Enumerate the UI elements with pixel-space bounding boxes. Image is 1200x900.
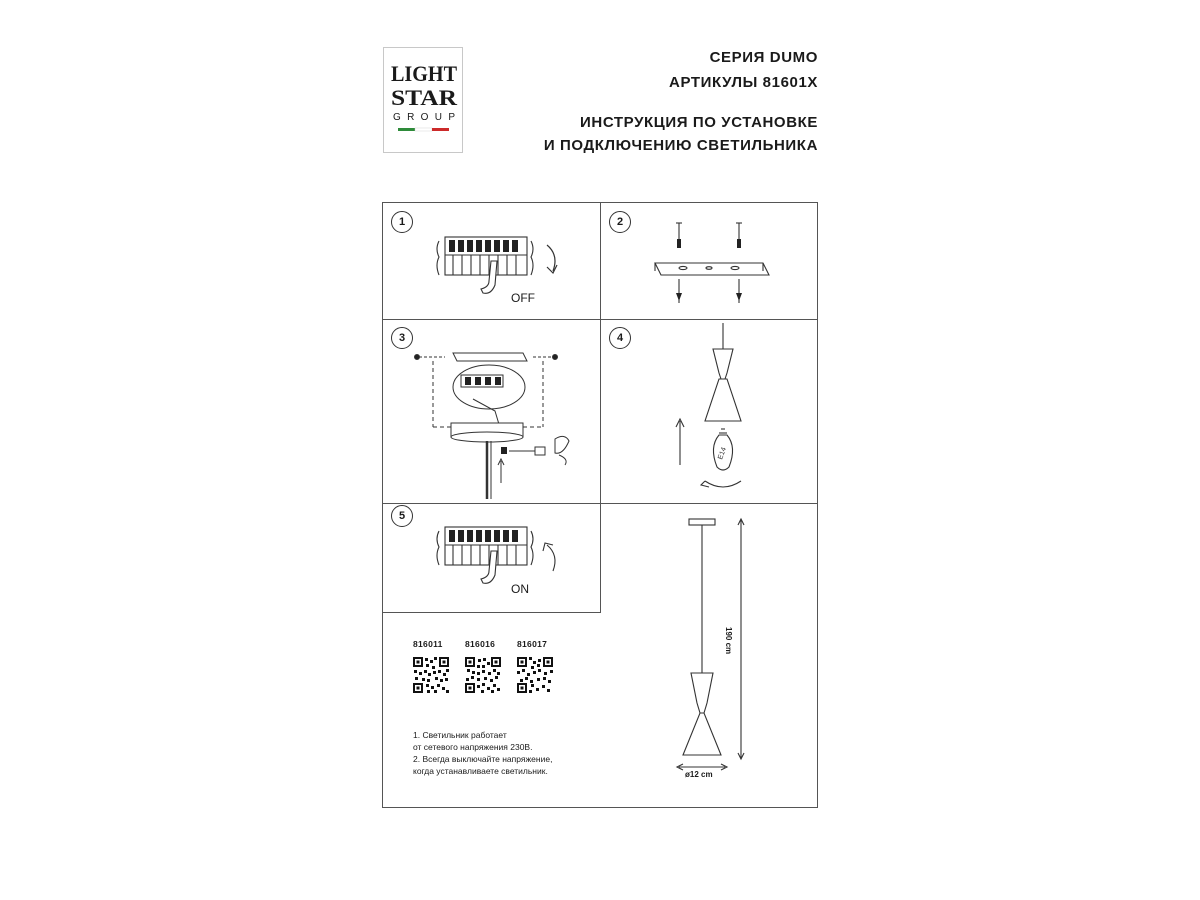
instruction-title-line-2: И ПОДКЛЮЧЕНИЮ СВЕТИЛЬНИКА — [543, 137, 818, 154]
articles-title: АРТИКУЛЫ 81601X — [669, 74, 818, 91]
qr-code-816016[interactable] — [465, 657, 501, 693]
step-5-on-label: ON — [511, 582, 529, 596]
qr-code-816011[interactable] — [413, 657, 449, 693]
flag-white — [415, 128, 432, 131]
instruction-sheet — [382, 202, 818, 808]
article-2: 816016 — [465, 639, 496, 649]
logo-line-1: LIGHT — [391, 61, 458, 86]
lightstar-logo — [383, 47, 463, 153]
note-line-3: 2. Всегда выключайте напряжение, — [413, 754, 553, 764]
instruction-title-line-1: ИНСТРУКЦИЯ ПО УСТАНОВКЕ — [580, 114, 818, 131]
diameter-dimension: ø12 cm — [685, 770, 713, 779]
svg-text:E14: E14 — [717, 446, 729, 461]
article-3: 816017 — [517, 639, 548, 649]
note-line-2: от сетевого напряжения 230В. — [413, 742, 533, 752]
height-dimension: 190 cm — [724, 627, 733, 655]
flag-green — [398, 128, 415, 131]
note-line-1: 1. Светильник работает — [413, 730, 507, 740]
flag-red — [432, 128, 449, 131]
qr-code-816017[interactable] — [517, 657, 553, 693]
step-3-number: 3 — [391, 327, 413, 349]
step-1-off-label: OFF — [511, 291, 535, 305]
series-title: СЕРИЯ DUMO — [709, 49, 818, 66]
logo-line-2: STAR — [391, 85, 459, 110]
note-line-4: когда устанавливаете светильник. — [413, 766, 548, 776]
logo-graphic — [384, 48, 464, 154]
step-4-number: 4 — [609, 327, 631, 349]
step-5-number: 5 — [391, 505, 413, 527]
dimensions-illustration — [383, 203, 817, 807]
step-2-number: 2 — [609, 211, 631, 233]
logo-line-3: GROUP — [393, 112, 455, 123]
step-1-number: 1 — [391, 211, 413, 233]
article-1: 816011 — [413, 639, 443, 649]
